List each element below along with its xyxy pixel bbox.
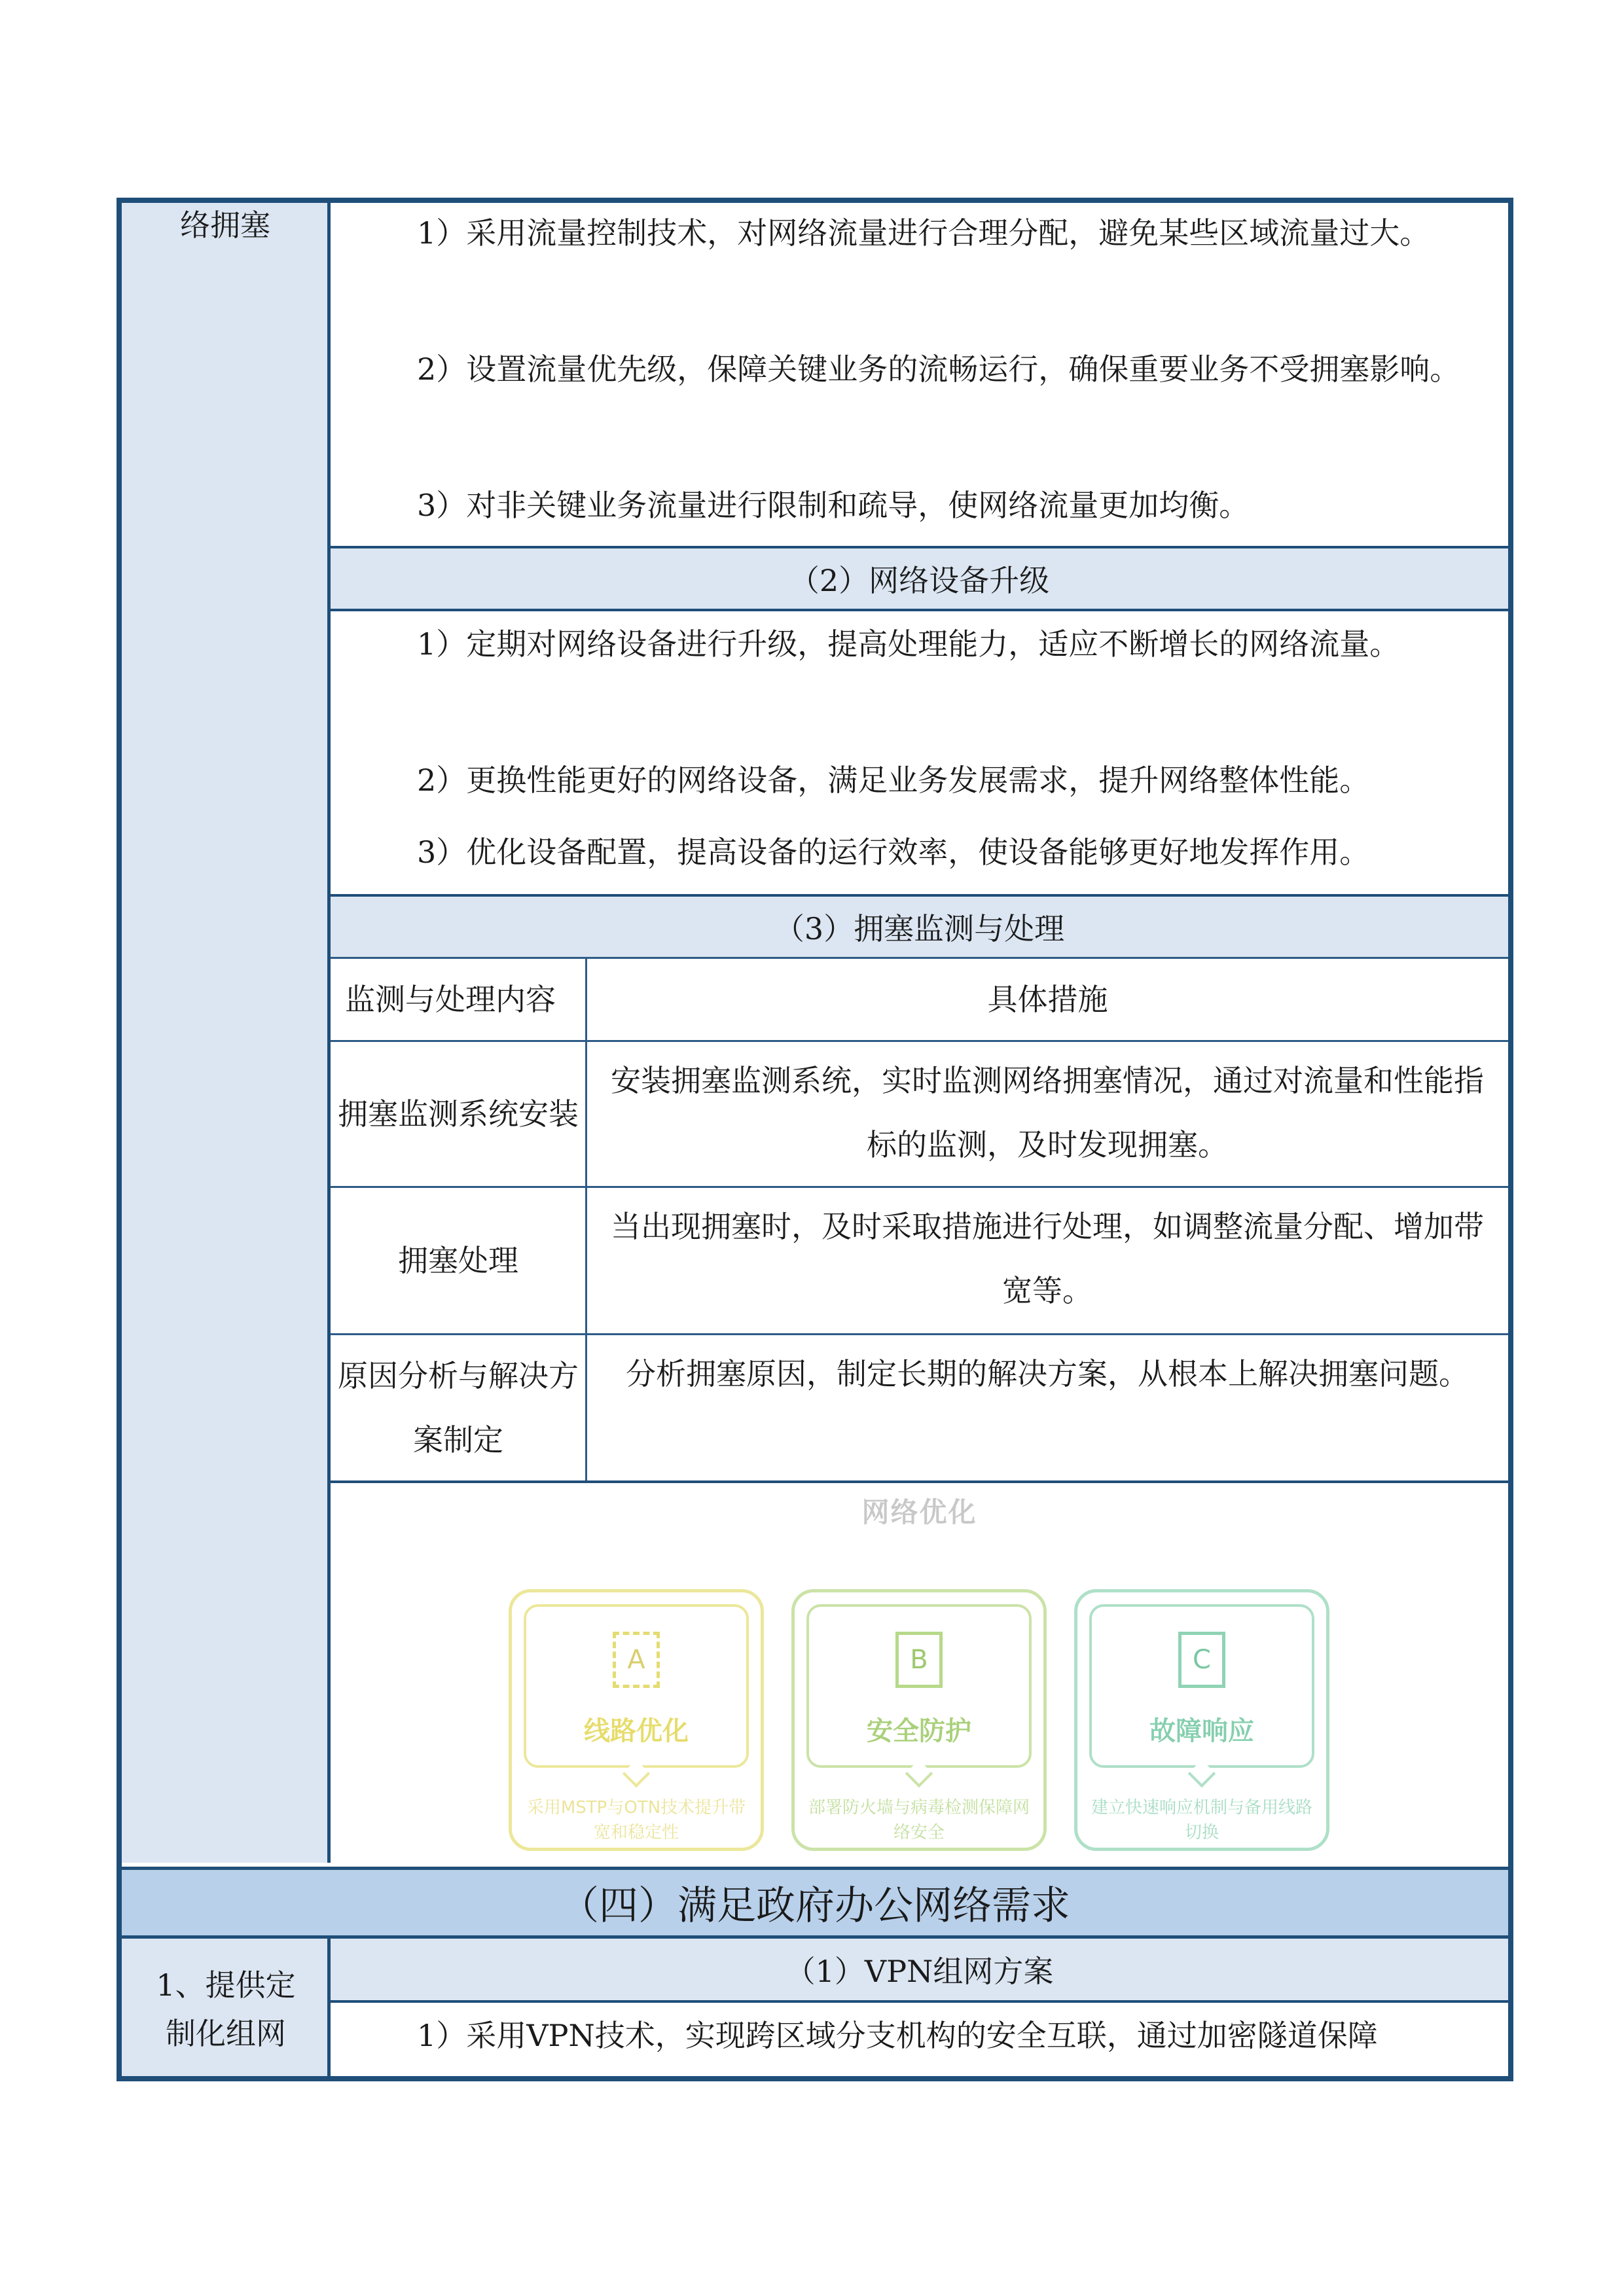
upgrade-paragraph-2: 2）更换性能更好的网络设备，满足业务发展需求，提升网络整体性能。 — [417, 762, 1370, 798]
table-row-2-label: 拥塞处理 — [398, 1243, 518, 1278]
upgrade-paragraph-1: 1）定期对网络设备进行升级，提高处理能力，适应不断增长的网络流量。 — [417, 626, 1400, 662]
table-header-content: 监测与处理内容 — [345, 982, 556, 1017]
card-b-title: 安全防护 — [867, 1716, 971, 1746]
card-a-desc: 采用MSTP与OTN技术提升带宽和稳定性 — [526, 1798, 746, 1842]
subheading-congestion-monitoring: （3）拥塞监测与处理 — [331, 897, 1508, 957]
network-optimization-figure — [331, 1484, 1508, 1867]
badge-c-icon: C — [1178, 1632, 1225, 1688]
subheading-device-upgrade: （2）网络设备升级 — [331, 548, 1508, 609]
card-c-desc: 建立快速响应机制与备用线路切换 — [1091, 1798, 1312, 1842]
section-four-banner: （四）满足政府办公网络需求 — [122, 1870, 1508, 1935]
badge-b-icon: B — [895, 1632, 943, 1688]
table-column-divider — [585, 959, 587, 1480]
intro-paragraph-3: 3）对非关键业务流量进行限制和疏导，使网络流量更加均衡。 — [417, 488, 1250, 523]
table-row-3-label: 原因分析与解决方案制定 — [338, 1358, 579, 1458]
intro-paragraph-2: 2）设置流量优先级，保障关键业务的流畅运行，确保重要业务不受拥塞影响。 — [417, 351, 1460, 387]
vpn-paragraph-1: 1）采用VPN技术，实现跨区域分支机构的安全互联，通过加密隧道保障 — [417, 2018, 1378, 2053]
card-c-title: 故障响应 — [1149, 1716, 1254, 1746]
badge-a-icon: A — [613, 1632, 660, 1688]
card-b-desc: 部署防火墙与病毒检测保障网络安全 — [808, 1798, 1030, 1842]
upgrade-paragraph-3: 3）优化设备配置，提高设备的运行效率，使设备能够更好地发挥作用。 — [417, 834, 1370, 870]
table-rule-bottom — [331, 1480, 1508, 1483]
card-a-title: 线路优化 — [584, 1716, 689, 1746]
table-row-3-measure: 分析拥塞原因，制定长期的解决方案，从根本上解决拥塞问题。 — [626, 1356, 1469, 1391]
table-row-2-measure: 当出现拥塞时，及时采取措施进行处理，如调整流量分配、增加带宽等。 — [611, 1209, 1484, 1308]
left-label-congestion: 络拥塞 — [180, 207, 270, 243]
table-header-measures: 具体措施 — [987, 982, 1108, 1017]
card-line-optimization — [509, 1589, 764, 1851]
left-label-custom-network: 1、提供定制化组网 — [156, 1967, 296, 2051]
card-fault-response — [1074, 1589, 1329, 1851]
table-row-1-measure: 安装拥塞监测系统，实时监测网络拥塞情况，通过对流量和性能指标的监测，及时发现拥塞。 — [611, 1063, 1484, 1162]
subheading-vpn: （1）VPN组网方案 — [331, 1939, 1508, 2000]
left-column-upper — [122, 203, 329, 1863]
intro-paragraph-1: 1）采用流量控制技术，对网络流量进行合理分配，避免某些区域流量过大。 — [417, 215, 1430, 251]
card-security — [791, 1589, 1047, 1851]
figure-title: 网络优化 — [861, 1496, 977, 1528]
table-row-1-label: 拥塞监测系统安装 — [338, 1096, 579, 1132]
